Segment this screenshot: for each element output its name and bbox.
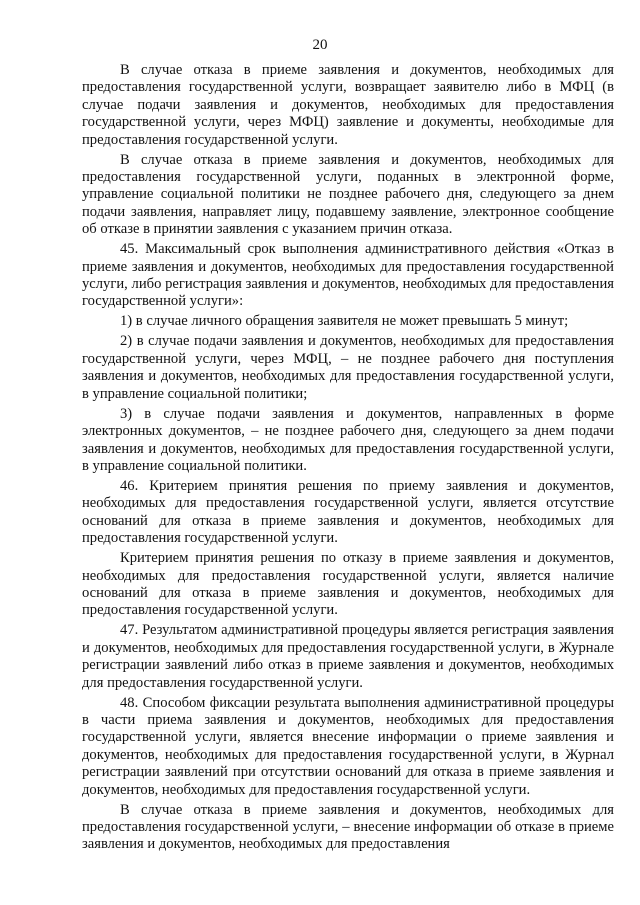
paragraph-48-refusal-fixation: В случае отказа в приеме заявления и документов, необходимых для предоставления государственной услуги, – внесение информации об отказе в приеме заявления и документов, необходимых для предоставления [82, 801, 614, 853]
paragraph-45-max-term: 45. Максимальный срок выполнения административного действия «Отказ в приеме заявления и документов, необходимых для предоставления государственной услуги, либо регистрация заявления и документов, необходимых для предоставления государственной услуги»: [82, 241, 614, 310]
paragraph-46-refusal-criterion: Критерием принятия решения по отказу в приеме заявления и документов, необходимых для предоставления государственной услуги, является наличие оснований для отказа в приеме заявления и документов, необходимых для предоставления государственной услуги. [82, 550, 614, 619]
paragraph-47-result: 47. Результатом административной процедуры является регистрация заявления и документов, необходимых для предоставления государственной услуги, в Журнале регистрации заявлений либо отказ в приеме заявления и документов, необходимых для предоставления государственной услуги. [82, 622, 614, 691]
paragraph-48-fixation: 48. Способом фиксации результата выполнения административной процедуры в части приема заявления и документов, необходимых для предоставления государственной услуги, является внесение информации о приеме заявления и документов, необходимых для предоставления государственной услуги, в Журнал регистрации заявлений при отсутствии оснований для отказа в приеме заявления и документов, необходимых для предоставления государственной услуги. [82, 694, 614, 798]
paragraph-45-item-3: 3) в случае подачи заявления и документов, направленных в форме электронных документов, – не позднее рабочего дня, следующего за днем подачи заявления и документов, необходимых для предоставления государственной услуги, в управление социальной политики. [82, 405, 614, 474]
paragraph-refusal-return: В случае отказа в приеме заявления и документов, необходимых для предоставления государственной услуги, возвращает заявителю либо в МФЦ (в случае подачи заявления и документов, необходимых для предоставления государственной услуги, через МФЦ) заявление и документы, необходимые для предоставления государственной услуги. [82, 62, 614, 148]
paragraph-45-item-2: 2) в случае подачи заявления и документов, необходимых для предоставления государственной услуги, через МФЦ, – не позднее рабочего дня поступления заявления и документов, необходимых для предоставления государственной услуги, в управление социальной политики; [82, 333, 614, 402]
paragraph-45-item-1: 1) в случае личного обращения заявителя не может превышать 5 минут; [120, 313, 569, 330]
page-number: 20 [312, 37, 328, 53]
document-body [82, 62, 614, 856]
paragraph-46-acceptance-criterion: 46. Критерием принятия решения по приему заявления и документов, необходимых для предоставления государственной услуги, является отсутствие оснований для отказа в приеме заявления и документов, необходимых для предоставления государственной услуги. [82, 477, 614, 547]
paragraph-refusal-electronic: В случае отказа в приеме заявления и документов, необходимых для предоставления государственной услуги, поданных в электронной форме, управление социальной политики не позднее рабочего дня, следующего за днем подачи заявления, направляет лицу, подавшему заявление, электронное сообщение об отказе в принятии заявления с указанием причин отказа. [82, 151, 614, 238]
